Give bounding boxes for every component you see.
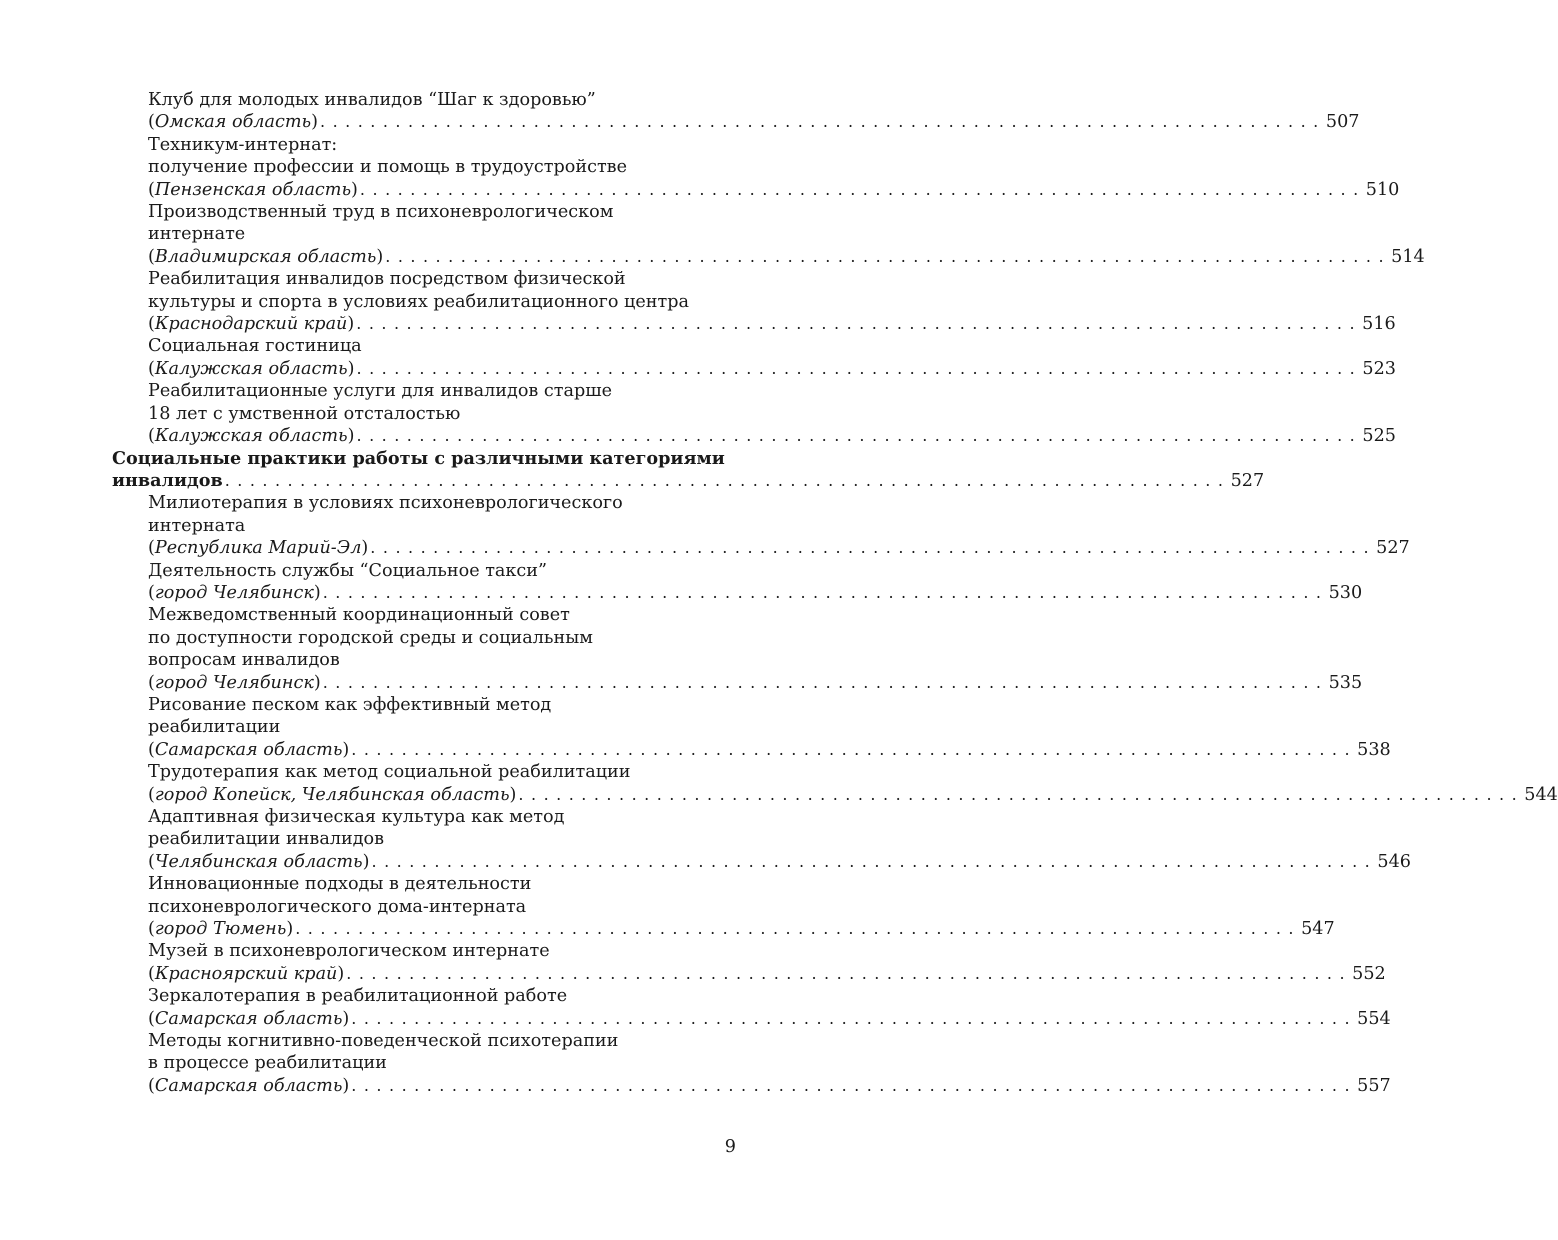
toc-entry-title-line: психоневрологического дома-интерната: [148, 896, 527, 917]
toc-entry-title-line: Клуб для молодых инвалидов “Шаг к здоровью”: [148, 90, 596, 110]
toc-entry-region-name: Самарская область: [154, 1008, 343, 1029]
toc-entry-region-name: Калужская область: [154, 426, 348, 447]
toc-entry: [112, 268, 1396, 335]
toc-entry-region: (Омская область): [148, 112, 318, 133]
toc-entry: [112, 985, 1391, 1030]
dot-leader: . . . . . . . . . . . . . . . . . . . . . . . . . . . . . . . . . . . . . . . . . . . . . . . . . . . . . . . . . . . . . . . . . . . . . . . . . . . . . . . .: [346, 963, 1346, 983]
toc-entry-title-line: в процессе реабилитации: [148, 1053, 387, 1074]
toc-entry-region: (Челябинская область): [148, 851, 370, 872]
toc-entry-page-number: 523: [1362, 358, 1396, 379]
toc-entry-region-name: город Тюмень: [154, 919, 287, 940]
dot-leader: . . . . . . . . . . . . . . . . . . . . . . . . . . . . . . . . . . . . . . . . . . . . . . . . . . . . . . . . . . . . . . . . . . . . . . . . . . . . . . . .: [322, 582, 1323, 602]
toc-entry: [112, 134, 1400, 201]
dot-leader: . . . . . . . . . . . . . . . . . . . . . . . . . . . . . . . . . . . . . . . . . . . . . . . . . . . . . . . . . . . . . . . . . . . . . . . . . . . . . . . .: [356, 358, 1356, 378]
toc-entry-region-name: Республика Марий-Эл: [154, 538, 362, 559]
dot-leader: . . . . . . . . . . . . . . . . . . . . . . . . . . . . . . . . . . . . . . . . . . . . . . . . . . . . . . . . . . . . . . . . . . . . . . . . . . . . . . . .: [320, 112, 1320, 132]
toc-entry-region: (Самарская область): [148, 739, 350, 760]
toc-entry-title-line: Межведомственный координационный совет: [148, 605, 570, 626]
toc-entry-page-line: [148, 358, 1396, 380]
toc-entry-title-line: Милиотерапия в условиях психоневрологического: [148, 493, 623, 514]
toc-entry-region-name: город Копейск, Челябинская область: [154, 784, 510, 805]
toc-section-entry: [112, 447, 1265, 493]
toc-entry-title-line: Техникум-интернат:: [148, 134, 338, 155]
toc-entry: [112, 560, 1363, 605]
toc-entry-region-name: Калужская область: [154, 358, 348, 379]
toc-entry-title-line: реабилитации: [148, 717, 281, 738]
dot-leader: . . . . . . . . . . . . . . . . . . . . . . . . . . . . . . . . . . . . . . . . . . . . . . . . . . . . . . . . . . . . . . . . . . . . . . . . . . . . . . . .: [351, 1008, 1351, 1028]
toc-entry-page-line: [148, 246, 1425, 268]
dot-leader: . . . . . . . . . . . . . . . . . . . . . . . . . . . . . . . . . . . . . . . . . . . . . . . . . . . . . . . . . . . . . . . . . . . . . . . . . . . . . . . .: [351, 1075, 1351, 1095]
toc-entry: [112, 89, 1360, 134]
toc-entry-page-number: 525: [1362, 426, 1396, 447]
toc-entry: [112, 940, 1386, 985]
dot-leader: . . . . . . . . . . . . . . . . . . . . . . . . . . . . . . . . . . . . . . . . . . . . . . . . . . . . . . . . . . . . . . . . . . . . . . . . . . . . . . . .: [356, 314, 1356, 334]
toc-entry: [112, 873, 1335, 940]
toc-entry-title-line: Социальные практики работы с различными категориями: [112, 447, 725, 469]
toc-entry-region: (Самарская область): [148, 1075, 350, 1096]
table-of-contents: [112, 89, 1558, 1097]
toc-entry-page-number: 527: [1230, 470, 1265, 491]
toc-entry-region-name: Красноярский край: [154, 963, 338, 984]
toc-entry-title-line: Инновационные подходы в деятельности: [148, 874, 532, 895]
dot-leader: . . . . . . . . . . . . . . . . . . . . . . . . . . . . . . . . . . . . . . . . . . . . . . . . . . . . . . . . . . . . . . . . . . . . . . . . . . . . . . . .: [322, 672, 1323, 692]
toc-entry: [112, 1030, 1391, 1097]
toc-entry-region-name: Самарская область: [154, 1075, 343, 1096]
toc-entry: [112, 806, 1411, 873]
toc-entry-region: (город Тюмень): [148, 919, 294, 940]
toc-entry-page-line: [148, 1075, 1391, 1097]
toc-entry: [112, 335, 1396, 380]
toc-entry-title-line: Рисование песком как эффективный метод: [148, 694, 552, 715]
toc-entry-page-number: 535: [1328, 672, 1363, 693]
dot-leader: . . . . . . . . . . . . . . . . . . . . . . . . . . . . . . . . . . . . . . . . . . . . . . . . . . . . . . . . . . . . . . . . . . . . . . . . . . . . . . . .: [359, 179, 1360, 199]
toc-entry-region-name: город Челябинск: [154, 582, 314, 603]
toc-entry-title-line: Реабилитационные услуги для инвалидов старше: [148, 381, 613, 402]
toc-entry-title-line: Адаптивная физическая культура как метод: [148, 807, 565, 827]
toc-entry-page-line: [112, 469, 1265, 492]
toc-entry-title-line: Зеркалотерапия в реабилитационной работе: [148, 986, 568, 1007]
toc-entry-page-line: [148, 918, 1335, 940]
toc-entry-region-name: Краснодарский край: [154, 314, 348, 335]
toc-entry-title-line: Реабилитация инвалидов посредством физической: [148, 269, 626, 290]
toc-entry: [112, 761, 1558, 806]
dot-leader: . . . . . . . . . . . . . . . . . . . . . . . . . . . . . . . . . . . . . . . . . . . . . . . . . . . . . . . . . . . . . . . . . . . . . . . . . . . . . . . .: [224, 470, 1225, 490]
toc-entry: [112, 492, 1410, 559]
toc-section-title-end: инвалидов: [112, 469, 223, 491]
toc-entry-title-line: по доступности городской среды и социальным: [148, 627, 593, 648]
toc-entry-region: (город Копейск, Челябинская область): [148, 784, 517, 805]
toc-entry: [112, 694, 1391, 761]
toc-entry-page-line: [148, 963, 1386, 985]
toc-entry-page-line: [148, 739, 1391, 761]
toc-entry-region-name: Челябинская область: [154, 851, 363, 872]
toc-entry-region: (Пензенская область): [148, 179, 358, 200]
toc-entry-page-line: [148, 425, 1396, 447]
toc-entry-title-line: Методы когнитивно-поведенческой психотерапии: [148, 1031, 619, 1052]
toc-entry-page-line: [148, 111, 1360, 133]
toc-entry-title-line: Производственный труд в психоневрологическом: [148, 202, 614, 223]
toc-entry-page-line: [148, 537, 1410, 559]
toc-entry-region: (Республика Марий-Эл): [148, 538, 369, 559]
toc-entry-title-line: Музей в психоневрологическом интернате: [148, 941, 550, 962]
toc-entry-page-number: 538: [1357, 739, 1391, 760]
toc-entry-title-line: Трудотерапия как метод социальной реабилитации: [148, 762, 631, 783]
toc-entry-region: (город Челябинск): [148, 672, 321, 693]
toc-entry-page-line: [148, 179, 1400, 201]
toc-entry-page-number: 516: [1362, 314, 1396, 335]
toc-entry-page-line: [148, 1008, 1391, 1030]
toc-entry-page-line: [148, 672, 1363, 694]
toc-entry-region-name: город Челябинск: [154, 672, 314, 693]
toc-entry-page-number: 544: [1524, 784, 1558, 805]
dot-leader: . . . . . . . . . . . . . . . . . . . . . . . . . . . . . . . . . . . . . . . . . . . . . . . . . . . . . . . . . . . . . . . . . . . . . . . . . . . . . . . .: [370, 538, 1370, 558]
toc-entry-title-line: интерната: [148, 515, 246, 536]
toc-entry-title-line: культуры и спорта в условиях реабилитационного центра: [148, 291, 689, 312]
toc-entry-title-line: Социальная гостиница: [148, 336, 362, 357]
toc-entry-page-line: [148, 851, 1411, 873]
toc-entry-region: (Самарская область): [148, 1008, 350, 1029]
dot-leader: . . . . . . . . . . . . . . . . . . . . . . . . . . . . . . . . . . . . . . . . . . . . . . . . . . . . . . . . . . . . . . . . . . . . . . . . . . . . . . . .: [518, 784, 1518, 804]
toc-entry-page-number: 507: [1325, 112, 1360, 133]
toc-entry-page-number: 546: [1377, 851, 1411, 872]
toc-entry-region: (Красноярский край): [148, 963, 345, 984]
toc-entry-title-line: Деятельность службы “Социальное такси”: [148, 560, 547, 581]
toc-entry-page-number: 552: [1352, 963, 1386, 984]
toc-entry-region: (Калужская область): [148, 426, 355, 447]
toc-entry-title-line: реабилитации инвалидов: [148, 829, 385, 850]
toc-entry-title-line: интернате: [148, 224, 246, 245]
toc-entry-region-name: Пензенская область: [154, 179, 352, 200]
toc-entry-region: (Краснодарский край): [148, 314, 355, 335]
toc-entry-page-number: 547: [1301, 919, 1335, 940]
toc-entry: [112, 201, 1425, 268]
toc-entry-title-line: 18 лет с умственной отсталостью: [148, 403, 461, 424]
toc-entry-page-number: 530: [1328, 582, 1363, 603]
page-number: 9: [724, 1137, 736, 1157]
toc-entry-page-number: 527: [1376, 538, 1410, 559]
dot-leader: . . . . . . . . . . . . . . . . . . . . . . . . . . . . . . . . . . . . . . . . . . . . . . . . . . . . . . . . . . . . . . . . . . . . . . . . . . . . . . . .: [356, 426, 1356, 446]
toc-entry: [112, 380, 1396, 447]
toc-entry-region: (город Челябинск): [148, 582, 321, 603]
toc-entry-page-number: 510: [1365, 179, 1400, 200]
toc-entry-title-line: вопросам инвалидов: [148, 650, 340, 671]
toc-entry-page-line: [148, 784, 1558, 806]
dot-leader: . . . . . . . . . . . . . . . . . . . . . . . . . . . . . . . . . . . . . . . . . . . . . . . . . . . . . . . . . . . . . . . . . . . . . . . . . . . . . . . .: [371, 851, 1371, 871]
toc-entry-page-number: 557: [1357, 1075, 1391, 1096]
toc-entry-page-number: 554: [1357, 1008, 1391, 1029]
toc-entry-page-line: [148, 582, 1363, 604]
dot-leader: . . . . . . . . . . . . . . . . . . . . . . . . . . . . . . . . . . . . . . . . . . . . . . . . . . . . . . . . . . . . . . . . . . . . . . . . . . . . . . . .: [385, 246, 1385, 266]
toc-entry-region-name: Владимирская область: [154, 246, 377, 267]
toc-entry-region: (Калужская область): [148, 358, 355, 379]
toc-entry-page-line: [148, 313, 1396, 335]
toc-entry-page-number: 514: [1391, 246, 1425, 267]
toc-entry-title-line: получение профессии и помощь в трудоустройстве: [148, 157, 628, 178]
dot-leader: . . . . . . . . . . . . . . . . . . . . . . . . . . . . . . . . . . . . . . . . . . . . . . . . . . . . . . . . . . . . . . . . . . . . . . . . . . . . . . . .: [351, 739, 1351, 759]
toc-entry-region-name: Самарская область: [154, 739, 343, 760]
toc-entry-region: (Владимирская область): [148, 246, 384, 267]
dot-leader: . . . . . . . . . . . . . . . . . . . . . . . . . . . . . . . . . . . . . . . . . . . . . . . . . . . . . . . . . . . . . . . . . . . . . . . . . . . . . . . .: [295, 919, 1295, 939]
toc-entry: [112, 604, 1363, 694]
toc-entry-region-name: Омская область: [154, 112, 312, 133]
